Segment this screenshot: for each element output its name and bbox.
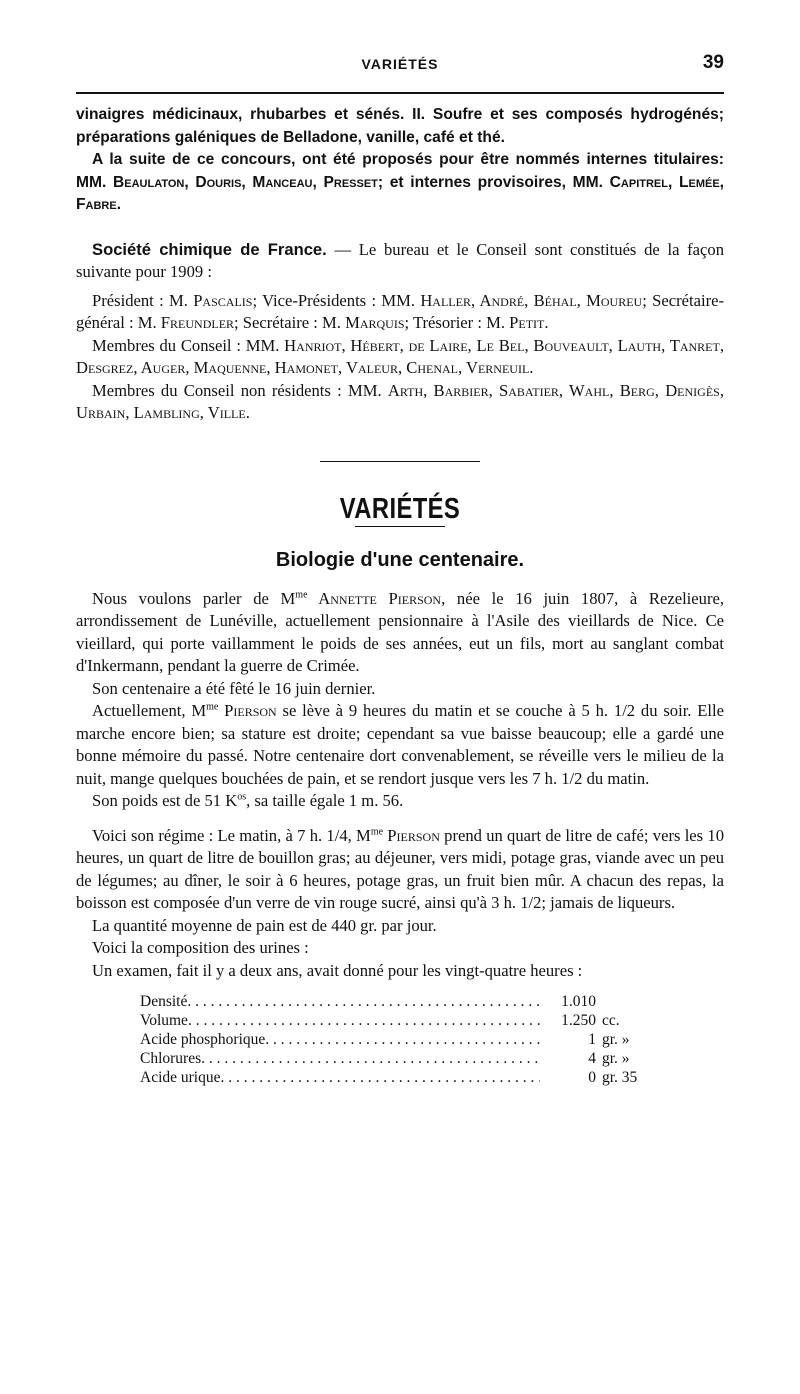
article-title: Biologie d'une centenaire. [275, 549, 525, 571]
leader-dots [187, 992, 540, 1011]
intro-paragraph-2 [76, 149, 724, 217]
analysis-row [140, 1068, 660, 1087]
secretary-general-name: Freundler [160, 313, 235, 332]
superscript: me [370, 825, 384, 837]
section-title: VARIÉTÉS [339, 492, 461, 525]
urine-analysis-table [140, 992, 660, 1087]
page-body [76, 104, 724, 1087]
secretary-name: Marquis [345, 313, 405, 332]
analysis-row [140, 1011, 660, 1030]
article-text: , sa taille égale 1 m. 56. [246, 791, 404, 810]
analysis-value: 1 [588, 1031, 596, 1048]
article-paragraph-6: La quantité moyenne de pain est de 440 gr. par jour. [92, 915, 437, 935]
council-label: Membres du Conseil : MM. [92, 335, 285, 355]
analysis-label: Acide urique [140, 1069, 221, 1086]
bureau-text: ; Vice-Présidents : MM. [252, 290, 421, 310]
non-resident-names: Arth, Barbier, Sabatier, Wahl, Berg, Denigès, Urbain, Lambling, Ville. [76, 380, 724, 422]
article-text: Son poids est de 51 K [92, 791, 238, 810]
bureau-text: ; Secrétaire : M. [234, 313, 346, 332]
analysis-row [140, 1049, 660, 1068]
article-paragraph-2: Son centenaire a été fêté le 16 juin dernier. [92, 678, 376, 698]
leader-dots [265, 1030, 540, 1049]
bureau-text: ; Secrétaire-général : M. [76, 290, 724, 332]
president-name: Pascalis [193, 290, 253, 310]
intro-text-mid: ; et internes provisoires, MM. [377, 173, 610, 191]
non-resident-members-paragraph [76, 380, 724, 425]
analysis-unit: cc. [602, 1012, 620, 1029]
provisional-names: Capitrel, Lemée, Fabre. [76, 173, 725, 213]
analysis-value: 1.010 [561, 993, 596, 1010]
running-head: VARIÉTÉS [361, 56, 439, 72]
analysis-label: Chlorures [140, 1050, 202, 1067]
section-separator [320, 461, 480, 462]
analysis-label: Densité [140, 993, 188, 1010]
header-rule [76, 92, 724, 94]
vice-president-names: Haller, André, Béhal, Moureu [420, 290, 643, 310]
superscript: me [295, 588, 308, 600]
non-resident-label: Membres du Conseil non résidents : MM. [92, 380, 388, 400]
superscript: me [206, 701, 219, 713]
analysis-unit [596, 992, 660, 1011]
societe-heading-paragraph [76, 239, 724, 284]
council-names: Hanriot, Hébert, de Laire, Le Bel, Bouveault, Lauth, Tanret, Desgrez, Auger, Maquenne, Hamonet, Valeur, Chenal, Verneuil. [76, 335, 724, 377]
superscript: os [237, 791, 247, 803]
analysis-unit: gr. » [602, 1050, 630, 1067]
analysis-row [140, 1030, 660, 1049]
article-paragraph-8: Un examen, fait il y a deux ans, avait donné pour les vingt-quatre heures : [92, 960, 583, 980]
title-rule [355, 526, 445, 527]
bureau-text: ; Trésorier : M. [404, 313, 510, 332]
page-number: 39 [702, 52, 724, 73]
analysis-label: Volume [140, 1012, 188, 1029]
intern-names: Beaulaton, Douris, Manceau, Presset [112, 173, 378, 191]
page-header [76, 52, 724, 80]
article-paragraph-5 [76, 825, 724, 915]
analysis-unit: gr. » [602, 1031, 630, 1048]
analysis-value: 4 [588, 1050, 596, 1067]
intro-paragraph-1: vinaigres médicinaux, rhubarbes et sénés. II. Soufre et ses composés hydrogénés; préparations galéniques de Belladone, vanille, café et thé. [76, 106, 724, 146]
article-text: Actuellement, M [92, 701, 207, 720]
bureau-paragraph [76, 290, 724, 335]
article-text: Nous voulons parler de M [92, 588, 296, 608]
article-paragraph-1 [76, 588, 724, 678]
bureau-text: Président : M. [92, 290, 194, 310]
council-members-paragraph [76, 335, 724, 380]
analysis-value: 0 [588, 1069, 596, 1086]
article-paragraph-7: Voici la composition des urines : [92, 938, 309, 957]
intro-text: A la suite de ce concours, ont été proposés pour être nommés internes titulaires: MM. [76, 151, 724, 191]
analysis-label: Acide phosphorique [140, 1031, 266, 1048]
article-text: prend un quart de litre de café; vers les 10 heures, un quart de litre de bouillon gras; au déjeuner, vers midi, potage gras, viande avec un peu de légumes; au dîner, le soir à 6 heures, potage gras, un fruit bien mûr. A chacun des repas, la boisson est composée d'un verre de vin rouge sucré, ainsi qu'à 3 h. 1/2; jamais de liqueurs. [76, 825, 724, 912]
treasurer-name: Petit. [509, 313, 549, 332]
article-paragraph-3 [76, 700, 724, 790]
article-text: , née le 16 juin 1807, à Rezelieure, arrondissement de Lunéville, actuellement pensionnaire à l'Asile des vieillards de Nice. Ce vieillard, qui porte vaillamment le poids de ses années, eut un fils, mort au sanglant combat d'Inkermann, pendant la guerre de Crimée. [76, 588, 724, 675]
article-paragraph-4 [76, 790, 724, 813]
article-text: Voici son régime : Le matin, à 7 h. 1/4, M [92, 825, 371, 845]
person-name: Pierson [218, 701, 277, 720]
leader-dots [220, 1068, 540, 1087]
analysis-row [140, 992, 660, 1011]
person-name: Annette Pierson [307, 588, 442, 608]
societe-heading-rest: — Le bureau et le Conseil sont constitués de la façon suivante pour 1909 : [76, 239, 725, 281]
person-name: Pierson [383, 825, 440, 845]
article-text: se lève à 9 heures du matin et se couche à 5 h. 1/2 du soir. Elle marche encore bien; sa stature est droite; cependant sa vue baisse beaucoup; elle a gardé une bonne mémoire du passé. Notre centenaire dort convenablement, se réveille vers le milieu de la nuit, mange quelques bouchées de pain, et se rendort jusque vers les 7 h. 1/2 du matin. [76, 701, 724, 788]
leader-dots [201, 1049, 540, 1068]
analysis-value: 1.250 [561, 1012, 596, 1029]
analysis-unit: gr. 35 [602, 1069, 638, 1086]
leader-dots [188, 1011, 540, 1030]
societe-heading: Société chimique de France. [92, 239, 327, 259]
